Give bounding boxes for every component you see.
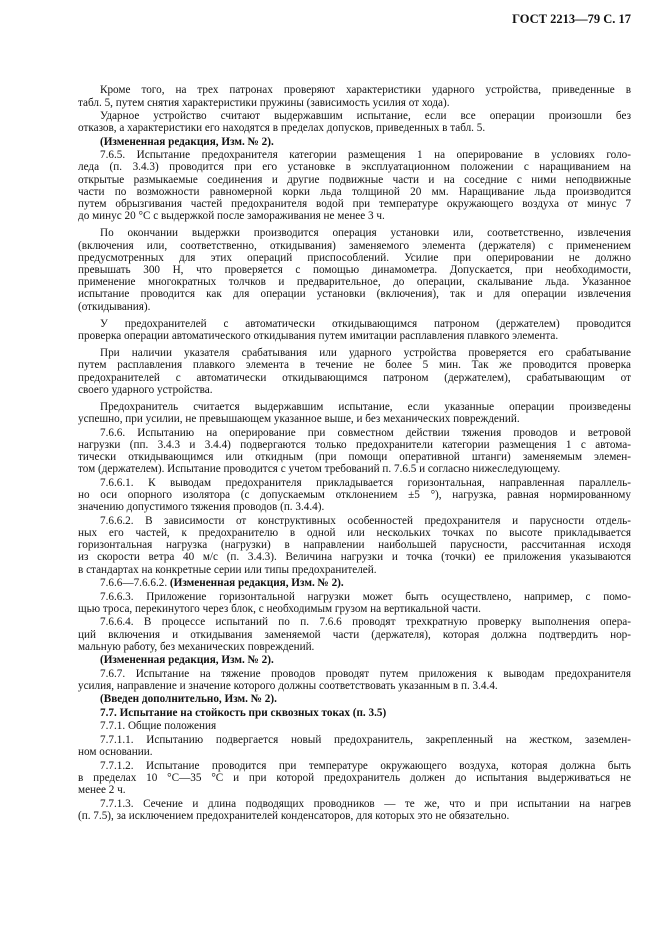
line-text: (включения или, соответственно, откидывания) заменяемого элемента (держателя) с применением	[78, 239, 631, 252]
amendment-note	[78, 707, 631, 719]
paragraph	[78, 515, 631, 576]
line-text: ном основании.	[78, 746, 153, 759]
text-line	[78, 784, 631, 796]
paragraph	[78, 591, 631, 615]
line-text: У предохранителей с автоматически откидывающимся патроном (держателем) проводится	[100, 317, 631, 330]
line-text: 7.6.5. Испытание предохранителя категории размещения 1 на оперирование в условиях голо-	[100, 149, 631, 162]
line-text: 7.6.6.2. В зависимости от конструктивных особенностей предохранителя и парусности отдель-	[100, 514, 631, 527]
line-text: в пределах 10 °С—35 °С и при которой предохранитель должен до испытания выдерживаться не	[78, 771, 631, 784]
paragraph	[78, 110, 631, 134]
line-text: ных его частей, к предохранителю в одной или нескольких точках по высоте прикладывается	[78, 526, 631, 539]
text-line	[78, 707, 631, 719]
text-line	[78, 288, 631, 300]
paragraph	[78, 401, 631, 425]
text-line	[78, 427, 631, 439]
text-line	[78, 301, 631, 313]
line-text: (Измененная редакция, Изм. № 2).	[100, 135, 274, 148]
line-text: усилия, направление и значение которого должны соответствовать указанным в п. 3.4.4.	[78, 679, 498, 692]
line-text: нагрузки (пп. 3.4.3 и 3.4.4) подвергаются только предохранители категории размещения 1 с автома-	[78, 438, 631, 451]
text-line	[78, 629, 631, 641]
text-line	[78, 760, 631, 772]
line-text: предохранителей с автоматически откидывающимся патроном (держателем), срабатывающим от	[78, 371, 631, 384]
line-text: предусмотренных для этих операций приспособлений. Усилие при оперировании не должно	[78, 251, 631, 264]
line-text: том (держателем). Испытание проводится с учетом требований п. 7.6.5 и согласно нижеследующему.	[78, 463, 561, 476]
text-line	[78, 330, 631, 342]
line-text: превышать 300 Н, что проверяется с помощью динамометра. Допускается, при необходимости,	[78, 264, 631, 277]
text-line	[78, 451, 631, 463]
text-line	[78, 603, 631, 615]
text-line	[78, 772, 631, 784]
text-line	[78, 463, 631, 475]
paragraph	[78, 149, 631, 222]
line-text: путем расплавления плавкого элемента в течение не более 5 мин. Так же проводится проверка	[78, 359, 631, 372]
text-line	[78, 84, 631, 96]
line-text: (п. 7.5), за исключением предохранителей конденсаторов, для которых это не обязательно.	[78, 809, 510, 822]
line-text: до минус 20 °С с выдержкой после замораживания не менее 3 ч.	[78, 210, 385, 223]
line-text: в стандартах на конкретные серии или типы предохранителей.	[78, 563, 377, 576]
text-line	[78, 577, 631, 589]
text-line	[78, 551, 631, 563]
line-text: 7.6.6.1. К выводам предохранителя прикладывается горизонтальная, направленная параллель-	[100, 476, 631, 489]
text-line	[78, 136, 631, 148]
text-line	[78, 680, 631, 692]
line-text: 7.6.6.3. Приложение горизонтальной нагрузки может быть осуществлено, например, с помо-	[100, 590, 631, 603]
paragraph	[78, 577, 631, 589]
line-text: 7.6.6.4. В процессе испытаний по п. 7.6.6 проводят трехкратную проверку выполнения опера-	[100, 616, 631, 629]
line-text: (Введен дополнительно, Изм. № 2).	[100, 693, 277, 706]
line-text: (Измененная редакция, Изм. № 2).	[100, 654, 274, 667]
page-header: ГОСТ 2213—79 С. 17	[512, 12, 631, 26]
text-line	[78, 252, 631, 264]
text-line	[78, 413, 631, 425]
text-line	[78, 384, 631, 396]
line-text: отказов, а характеристики его находятся в пределах допусков, приведенных в табл. 5.	[78, 122, 486, 135]
paragraph	[78, 798, 631, 822]
line-text: менее 2 ч.	[78, 784, 126, 797]
text-line	[78, 810, 631, 822]
text-line	[78, 515, 631, 527]
line-text: путем обрызгивания частей предохранителя водой при температуре окружающего воздуха от минус 7	[78, 198, 631, 211]
line-text: 7.7.1.3. Сечение и длина подводящих проводников — те же, что и при испытании на нагрев	[100, 797, 631, 810]
line-text: щью троса, перекинутого через блок, с необходимым грузом на вертикальной части.	[78, 602, 481, 615]
text-line	[78, 591, 631, 603]
text-line	[78, 501, 631, 513]
line-text: При наличии указателя срабатывания или ударного устройства проверяется его срабатывание	[100, 347, 631, 360]
line-text: 7.7.1.1. Испытанию подвергается новый предохранитель, закрепленный на жестком, заземлен-	[100, 733, 631, 746]
text-line	[78, 347, 631, 359]
text-line	[78, 539, 631, 551]
document-body	[78, 83, 631, 822]
amendment-note	[78, 654, 631, 666]
line-text: табл. 5, путем снятия характеристики пружины (зависимость усилия от хода).	[78, 96, 450, 109]
text-line	[78, 616, 631, 628]
paragraph	[78, 84, 631, 108]
paragraph	[78, 668, 631, 692]
line-text: но оси опорного изолятора (с допускаемым отклонением ±5 °), нагрузка, равная нормированному	[78, 489, 631, 502]
text-line	[78, 240, 631, 252]
line-text: 7.6.6. Испытанию на оперирование при совместном действии тяжения проводов и ветровой	[100, 426, 631, 439]
paragraph	[78, 427, 631, 476]
text-line	[78, 564, 631, 576]
text-line	[78, 668, 631, 680]
line-text: успешно, при усилии, не превышающем указанное выше, и без механических повреждений.	[78, 413, 520, 426]
line-text: испытание проводится как для операции установки (включения), так и для операции извлечения	[78, 288, 631, 301]
text-line	[78, 734, 631, 746]
text-line	[78, 276, 631, 288]
line-text: По окончании выдержки производится операция установки или, соответственно, извлечения	[100, 227, 631, 240]
text-line	[78, 746, 631, 758]
text-line	[78, 401, 631, 413]
text-line	[78, 110, 631, 122]
text-line	[78, 693, 631, 705]
paragraph	[78, 227, 631, 312]
line-text: Кроме того, на трех патронах проверяют характеристики ударного устройства, приведенные в	[100, 84, 631, 97]
paragraph	[78, 347, 631, 396]
text-line	[78, 227, 631, 239]
line-text: (откидывания).	[78, 300, 151, 313]
text-line	[78, 264, 631, 276]
amendment-note	[78, 136, 631, 148]
line-text: из скорости ветра 40 м/с (п. 3.4.3). Величина нагрузки и точка (точки) ее приложения указываются	[78, 551, 631, 564]
line-text: части по возможности равномерной корки льда толщиной 20 мм. Наращивание льда производится	[78, 185, 631, 198]
text-line	[78, 210, 631, 222]
text-line	[78, 372, 631, 384]
line-text: открытые размыкаемые соединения и другие подвижные части и на соседние с ними неподвижные	[78, 173, 631, 186]
text-line	[78, 439, 631, 451]
paragraph	[78, 477, 631, 514]
line-text: значению допустимого тяжения проводов (п. 3.4.4).	[78, 501, 325, 514]
text-line	[78, 161, 631, 173]
line-text: проверка операции автоматического откидывания путем имитации расплавления плавкого элемента.	[78, 330, 559, 343]
amendment-note	[78, 693, 631, 705]
text-line	[78, 654, 631, 666]
text-line	[78, 318, 631, 330]
text-line	[78, 149, 631, 161]
paragraph	[78, 318, 631, 342]
text-line	[78, 122, 631, 134]
line-text: 7.7. Испытание на стойкость при сквозных токах (п. 3.5)	[100, 706, 387, 719]
line-text: применение многократных толчков и предварительное, до операции, скалывание льда. Указанное	[78, 276, 631, 289]
line-text: горизонтальная нагрузка (нагрузки) в направлении наибольшей парусности, рассчитанная исходя	[78, 539, 631, 552]
text-line	[78, 198, 631, 210]
line-text: ций включения и откидывания заменяемой части (держателя), которая должна подтвердить нор-	[78, 628, 631, 641]
clause-reference: 7.6.6—7.6.6.2.	[100, 577, 170, 590]
line-text: 7.7.1.2. Испытание проводится при температуре окружающего воздуха, которая должна быть	[100, 759, 631, 772]
paragraph	[78, 734, 631, 758]
line-text: Ударное устройство считают выдержавшим испытание, если все операции произошли без	[100, 110, 631, 122]
text-line	[78, 527, 631, 539]
line-text: тически откидывающимся или откидным (при помощи оперативной штанги) заменяемым элемен-	[78, 451, 631, 464]
text-line	[78, 641, 631, 653]
text-line	[78, 186, 631, 198]
text-line	[78, 489, 631, 501]
text-line	[78, 97, 631, 109]
text-line	[78, 720, 631, 732]
line-text: леда (п. 3.4.3) проводится при его установке в эксплуатационном положении с наращиванием на	[78, 161, 631, 174]
line-text: своего ударного устройства.	[78, 383, 213, 396]
paragraph	[78, 720, 631, 732]
line-text: (Измененная редакция, Изм. № 2).	[169, 577, 344, 590]
line-text: мальную работу, без механических повреждений.	[78, 640, 315, 653]
text-line	[78, 174, 631, 186]
line-text: 7.7.1. Общие положения	[100, 720, 217, 733]
line-text: 7.6.7. Испытание на тяжение проводов проводят путем приложения к выводам предохранителя	[100, 667, 631, 680]
text-line	[78, 477, 631, 489]
text-line	[78, 798, 631, 810]
line-text: Предохранитель считается выдержавшим испытание, если указанные операции произведены	[100, 401, 631, 414]
paragraph	[78, 616, 631, 653]
paragraph	[78, 760, 631, 797]
text-line	[78, 359, 631, 371]
